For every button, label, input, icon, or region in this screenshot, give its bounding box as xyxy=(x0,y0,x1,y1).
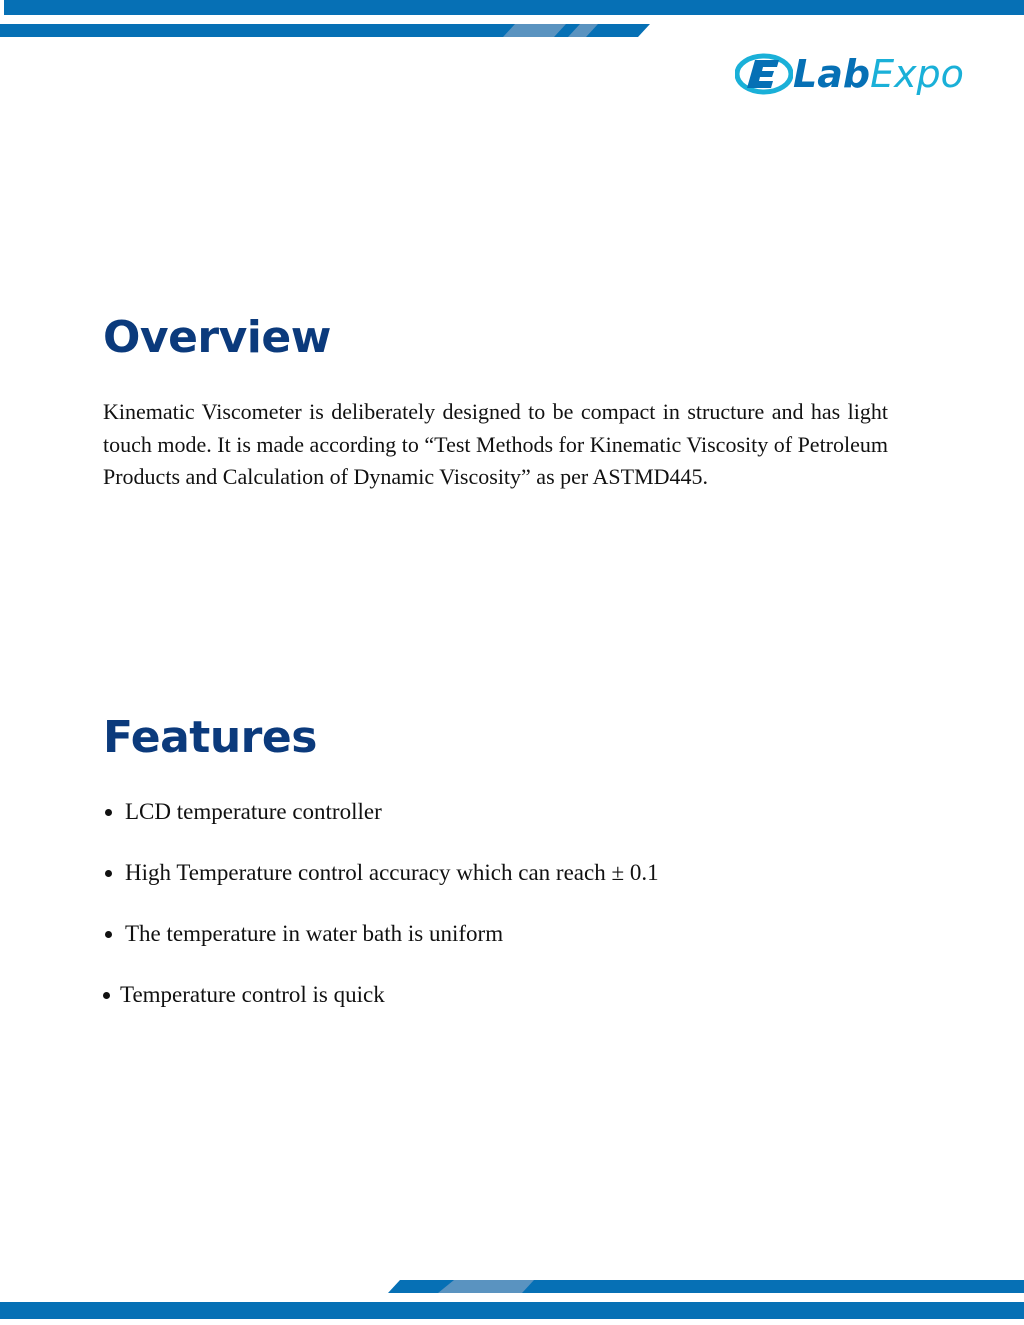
feature-item xyxy=(103,982,385,1008)
top-accent-stripe xyxy=(0,24,660,38)
overview-heading: Overview xyxy=(103,312,331,363)
logo-e-icon xyxy=(735,52,793,96)
feature-text: Temperature control is quick xyxy=(120,982,385,1007)
feature-item xyxy=(103,921,503,947)
bullet-icon xyxy=(105,931,112,938)
bottom-accent-stripe xyxy=(388,1280,1024,1294)
logo-text-lab: Lab xyxy=(793,52,871,96)
feature-item xyxy=(103,860,659,886)
feature-text: The temperature in water bath is uniform xyxy=(125,921,504,946)
overview-paragraph: Kinematic Viscometer is deliberately designed to be compact in structure and has light touch mode. It is made according to “Test Methods for Kinematic Viscosity of Petroleum Products and Calculation of Dynamic Viscosity” as per ASTMD445. xyxy=(103,399,888,489)
feature-text: High Temperature control accuracy which can reach ± 0.1 xyxy=(125,860,659,885)
top-banner-bar xyxy=(4,0,1024,15)
bottom-banner-bar xyxy=(0,1302,1024,1319)
feature-item xyxy=(103,799,382,825)
bullet-icon xyxy=(103,992,110,999)
bullet-icon xyxy=(105,809,112,816)
logo-text-expo: Expo xyxy=(870,52,964,96)
labexpo-logo xyxy=(735,52,964,96)
bullet-icon xyxy=(105,870,112,877)
feature-text: LCD temperature controller xyxy=(125,799,382,824)
features-heading: Features xyxy=(103,712,317,763)
